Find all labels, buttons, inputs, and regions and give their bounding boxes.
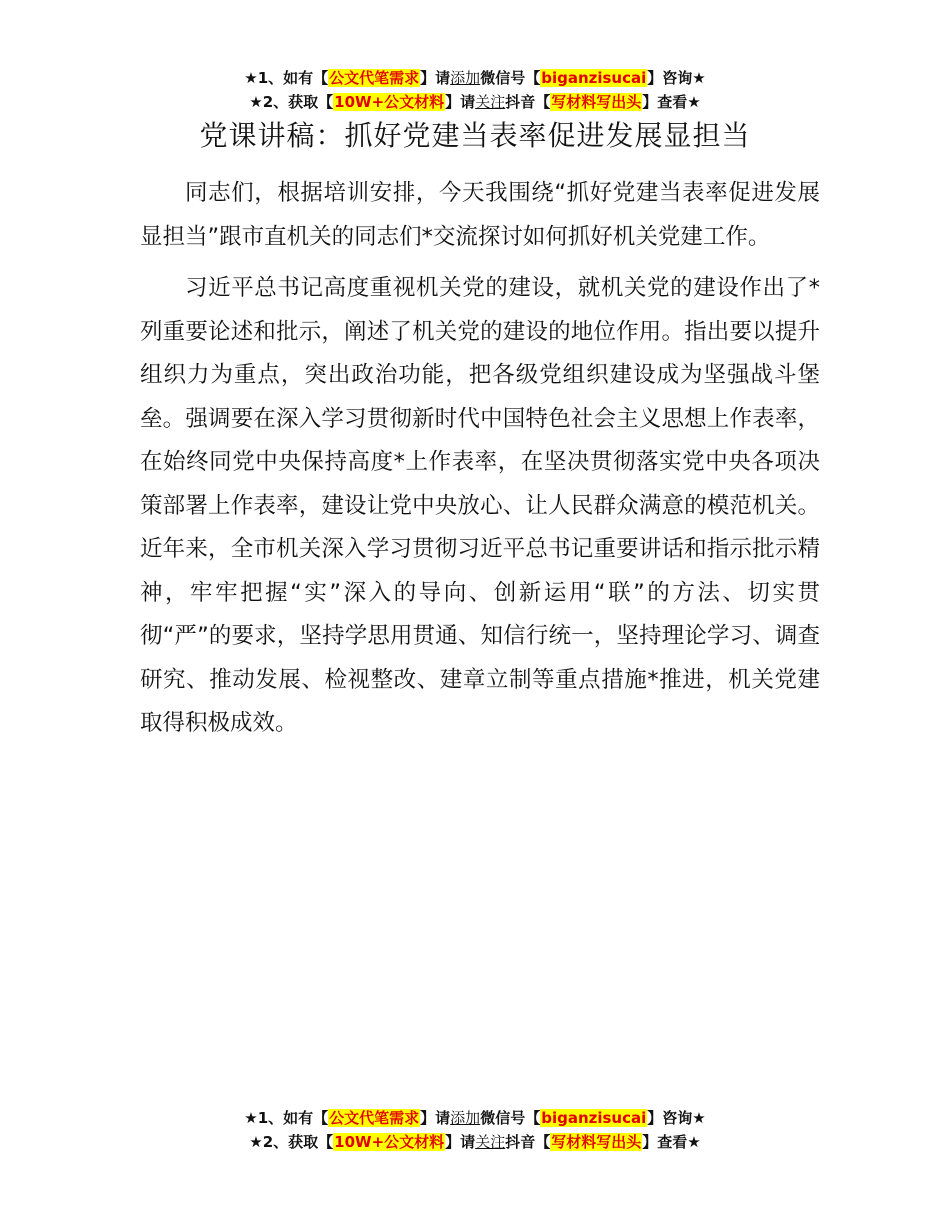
highlight-materials: 10W+公文材料 (334, 1133, 445, 1151)
star-icon: ★ (692, 69, 706, 87)
star-icon: ★ (249, 1133, 263, 1151)
highlight-wechat-id: biganzisucai (541, 69, 647, 87)
highlight-ghostwriting: 公文代笔需求 (329, 1109, 420, 1127)
star-icon: ★ (244, 69, 258, 87)
notice-line-1: ★1、如有【公文代笔需求】请添加微信号【biganzisucai】咨询★ (244, 69, 706, 87)
notice-line-2: ★2、获取【10W+公文材料】请关注抖音【写材料写出头】查看★ (249, 1133, 701, 1151)
star-icon: ★ (249, 93, 263, 111)
notice-line-1: ★1、如有【公文代笔需求】请添加微信号【biganzisucai】咨询★ (244, 1109, 706, 1127)
star-icon: ★ (687, 1133, 701, 1151)
highlight-materials: 10W+公文材料 (334, 93, 445, 111)
document-body (140, 172, 820, 754)
star-icon: ★ (692, 1109, 706, 1127)
star-icon: ★ (687, 93, 701, 111)
star-icon: ★ (244, 1109, 258, 1127)
document-title: 党课讲稿：抓好党建当表率促进发展显担当 (199, 119, 751, 152)
highlight-douyin: 写材料写出头 (551, 93, 642, 111)
footer-notice (0, 1106, 950, 1154)
highlight-douyin: 写材料写出头 (551, 1133, 642, 1151)
notice-line-2: ★2、获取【10W+公文材料】请关注抖音【写材料写出头】查看★ (249, 93, 701, 111)
highlight-wechat-id: biganzisucai (541, 1109, 647, 1127)
header-notice (0, 66, 950, 114)
paragraph: 习近平总书记高度重视机关党的建设，就机关党的建设作出了*列重要论述和批示，阐述了机关党的建设的地位作用。指出要以提升组织力为重点，突出政治功能，把各级党组织建设成为坚强战斗堡垒。强调要在深入学习贯彻新时代中国特色社会主义思想上作表率，在始终同党中央保持高度*上作表率，在坚决贯彻落实党中央各项决策部署上作表率，建设让党中央放心、让人民群众满意的模范机关。近年来，全市机关深入学习贯彻习近平总书记重要讲话和指示批示精神，牢牢把握“实”深入的导向、创新运用“联”的方法、切实贯彻“严”的要求，坚持学思用贯通、知信行统一，坚持理论学习、调查研究、推动发展、检视整改、建章立制等重点措施*推进，机关党建取得积极成效。 (140, 275, 820, 736)
paragraph: 同志们，根据培训安排，今天我围绕“抓好党建当表率促进发展显担当”跟市直机关的同志们*交流探讨如何抓好机关党建工作。 (140, 180, 820, 250)
highlight-ghostwriting: 公文代笔需求 (329, 69, 420, 87)
